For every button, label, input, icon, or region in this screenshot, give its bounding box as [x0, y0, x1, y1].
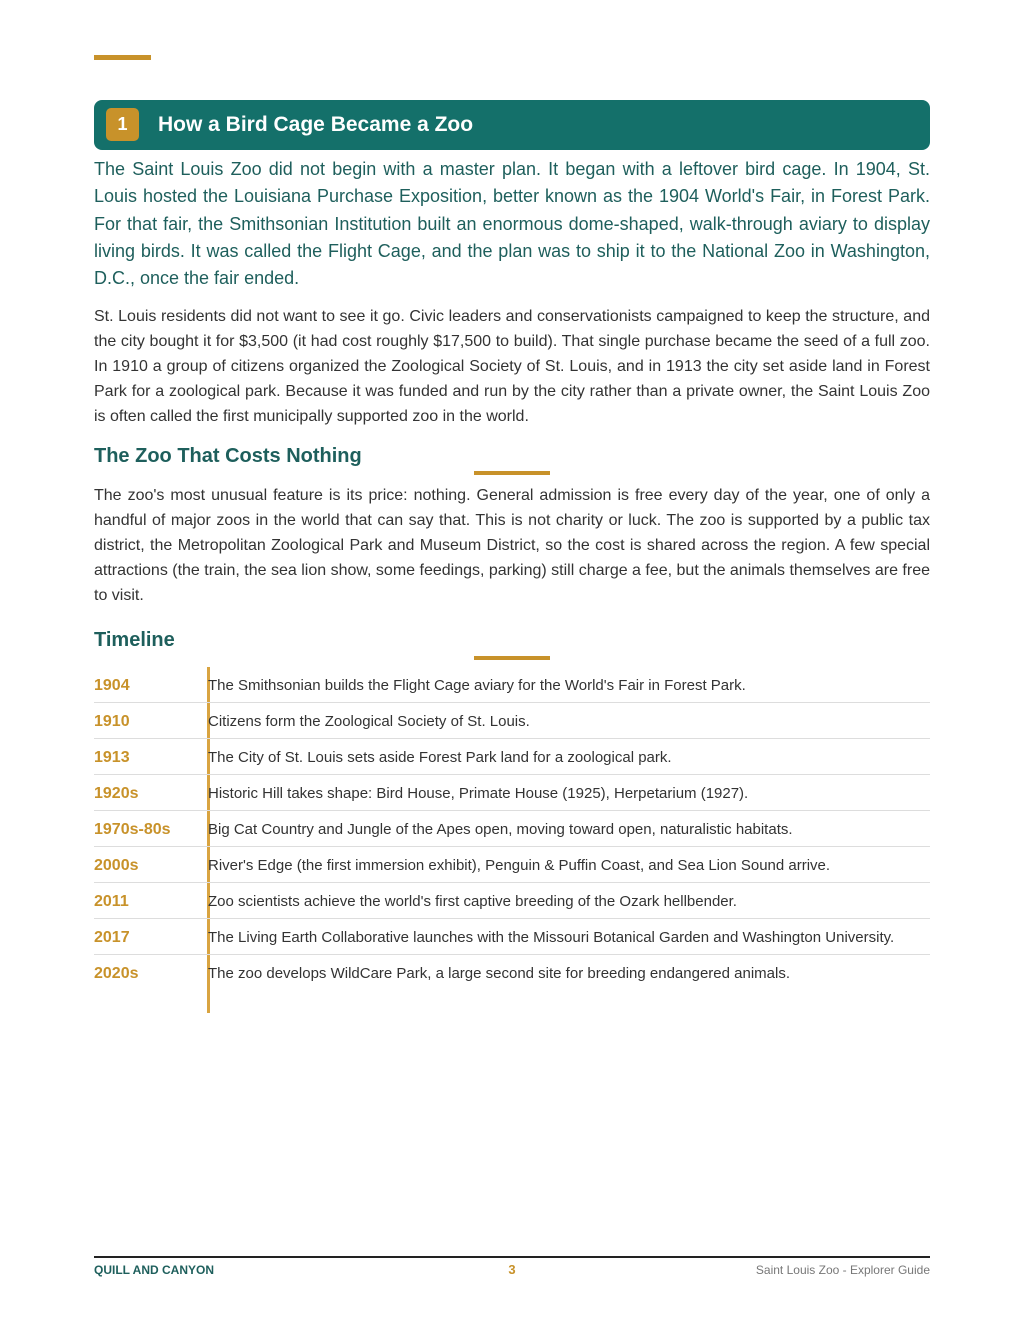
timeline-row	[94, 703, 930, 739]
timeline-year: 1913	[94, 749, 130, 766]
timeline-event: The Smithsonian builds the Flight Cage aviary for the World's Fair in Forest Park.	[208, 677, 746, 694]
timeline-year: 2020s	[94, 965, 139, 982]
footer-publisher: QUILL AND CANYON	[94, 1263, 214, 1277]
timeline-table	[94, 667, 930, 990]
footer-rule	[94, 1256, 930, 1258]
timeline-event: The zoo develops WildCare Park, a large second site for breeding endangered animals.	[208, 965, 790, 982]
timeline-year: 2017	[94, 929, 130, 946]
timeline-year: 1970s-80s	[94, 821, 171, 838]
timeline-year: 2011	[94, 893, 129, 910]
timeline-event: The Living Earth Collaborative launches with the Missouri Botanical Garden and Washington University.	[208, 929, 895, 946]
timeline-row	[94, 667, 930, 703]
section-number-badge: 1	[106, 108, 139, 141]
timeline-event: Citizens form the Zoological Society of St. Louis.	[208, 713, 530, 730]
subheading-free-zoo: The Zoo That Costs Nothing	[94, 445, 362, 467]
timeline-year: 1904	[94, 677, 130, 694]
timeline-row	[94, 739, 930, 775]
subheading-timeline: Timeline	[94, 629, 175, 651]
subheading-divider	[474, 656, 550, 660]
timeline-event: Historic Hill takes shape: Bird House, Primate House (1925), Herpetarium (1927).	[208, 785, 749, 802]
section-banner	[94, 100, 930, 150]
timeline-year: 1910	[94, 713, 130, 730]
timeline-row	[94, 883, 930, 919]
timeline-event: The City of St. Louis sets aside Forest Park land for a zoological park.	[208, 749, 672, 766]
timeline-row	[94, 847, 930, 883]
body-paragraph-history: St. Louis residents did not want to see it go. Civic leaders and conservationists campaigned to keep the structure, and the city bought it for $3,500 (it had cost roughly $17,500 to build). That single purchase became the seed of a full zoo. In 1910 a group of citizens organized the Zoological Society of St. Louis, and in 1913 the city set aside land in Forest Park for a zoological park. Because it was funded and run by the city rather than a private owner, the Saint Louis Zoo is often called the first municipally supported zoo in the world.	[94, 308, 930, 425]
footer-guide-title: Saint Louis Zoo - Explorer Guide	[755, 1263, 930, 1277]
timeline-event: Big Cat Country and Jungle of the Apes open, moving toward open, naturalistic habitats.	[208, 821, 793, 838]
section-title: How a Bird Cage Became a Zoo	[158, 113, 474, 136]
timeline-row	[94, 919, 930, 955]
timeline-event: Zoo scientists achieve the world's first captive breeding of the Ozark hellbender.	[208, 893, 737, 910]
timeline-row	[94, 775, 930, 811]
subheading-divider	[474, 471, 550, 475]
timeline-row	[94, 955, 930, 990]
body-paragraph-admission: The zoo's most unusual feature is its price: nothing. General admission is free every day of the year, one of only a handful of major zoos in the world that can say that. This is not charity or luck. The zoo is supported by a public tax district, the Metropolitan Zoological Park and Museum District, so the cost is shared across the region. A few special attractions (the train, the sea lion show, some feedings, parking) still charge a fee, but the animals themselves are free to visit.	[94, 487, 930, 604]
page-number: 3	[508, 1262, 516, 1277]
timeline-year: 2000s	[94, 857, 139, 874]
top-accent-rule	[94, 55, 151, 60]
timeline-year: 1920s	[94, 785, 139, 802]
timeline-row	[94, 811, 930, 847]
timeline-event: River's Edge (the first immersion exhibit), Penguin & Puffin Coast, and Sea Lion Sound arrive.	[208, 857, 831, 874]
lead-paragraph: The Saint Louis Zoo did not begin with a master plan. It began with a leftover bird cage. In 1904, St. Louis hosted the Louisiana Purchase Exposition, better known as the 1904 World's Fair, in Forest Park. For that fair, the Smithsonian Institution built an enormous dome-shaped, walk-through aviary to display living birds. It was called the Flight Cage, and the plan was to ship it to the National Zoo in Washington, D.C., once the fair ended.	[94, 159, 930, 289]
